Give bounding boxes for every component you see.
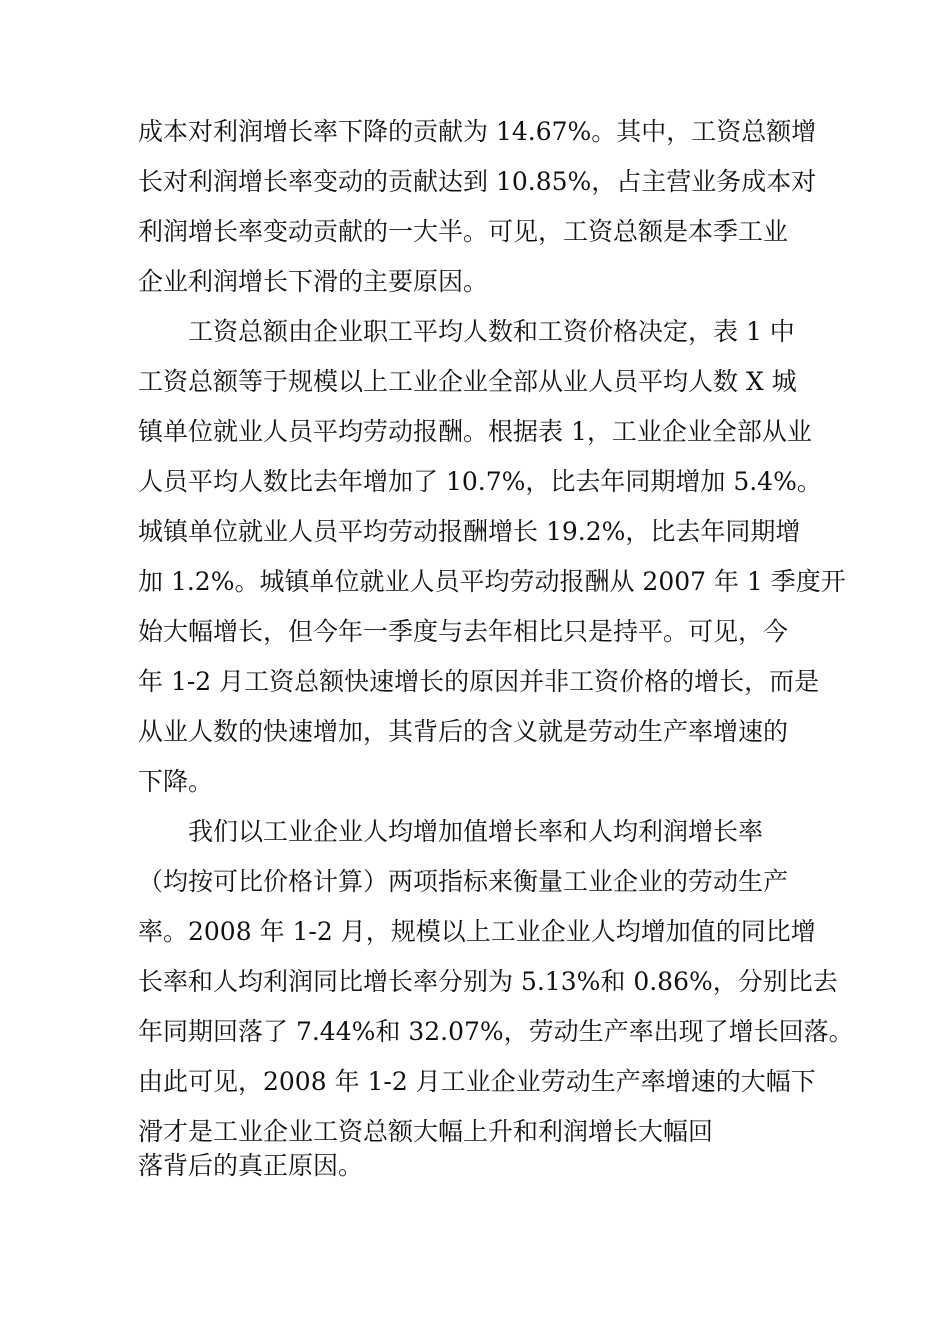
text-line: 始大幅增长，但今年一季度与去年相比只是持平。可见，今 — [138, 617, 789, 646]
text-line: 下降。 — [138, 767, 214, 796]
text-line: 我们以工业企业人均增加值增长率和人均利润增长率 — [188, 817, 764, 846]
text-line: 由此可见，2008 年 1-2 月工业企业劳动生产率增速的大幅下 — [138, 1067, 816, 1096]
text-line: 工资总额等于规模以上工业企业全部从业人员平均人数 X 城 — [138, 367, 797, 396]
text-line: 率。2008 年 1-2 月，规模以上工业企业人均增加值的同比增 — [138, 917, 816, 946]
text-line: 年 1-2 月工资总额快速增长的原因并非工资价格的增长，而是 — [138, 667, 820, 696]
text-line: 从业人数的快速增加，其背后的含义就是劳动生产率增速的 — [138, 717, 789, 746]
text-line: 加 1.2%。城镇单位就业人员平均劳动报酬从 2007 年 1 季度开 — [138, 567, 846, 596]
text-line: 企业利润增长下滑的主要原因。 — [138, 267, 489, 296]
text-line: （均按可比价格计算）两项指标来衡量工业企业的劳动生产 — [138, 867, 789, 896]
text-line: 年同期回落了 7.44%和 32.07%，劳动生产率出现了增长回落。 — [138, 1017, 854, 1046]
text-line: 落背后的真正原因。 — [138, 1151, 364, 1180]
text-line: 人员平均人数比去年增加了 10.7%，比去年同期增加 5.4%。 — [138, 467, 822, 496]
text-line: 镇单位就业人员平均劳动报酬。根据表 1，工业企业全部从业 — [138, 417, 812, 446]
text-line: 长对利润增长率变动的贡献达到 10.85%，占主营业务成本对 — [138, 167, 817, 196]
text-line: 滑才是工业企业工资总额大幅上升和利润增长大幅回 — [138, 1117, 714, 1146]
text-line: 工资总额由企业职工平均人数和工资价格决定，表 1 中 — [188, 317, 795, 346]
text-line: 城镇单位就业人员平均劳动报酬增长 19.2%，比去年同期增 — [138, 517, 801, 546]
text-line: 长率和人均利润同比增长率分别为 5.13%和 0.86%，分别比去 — [138, 967, 838, 996]
text-line: 成本对利润增长率下降的贡献为 14.67%。其中，工资总额增 — [138, 117, 817, 146]
text-line: 利润增长率变动贡献的一大半。可见，工资总额是本季工业 — [138, 217, 789, 246]
